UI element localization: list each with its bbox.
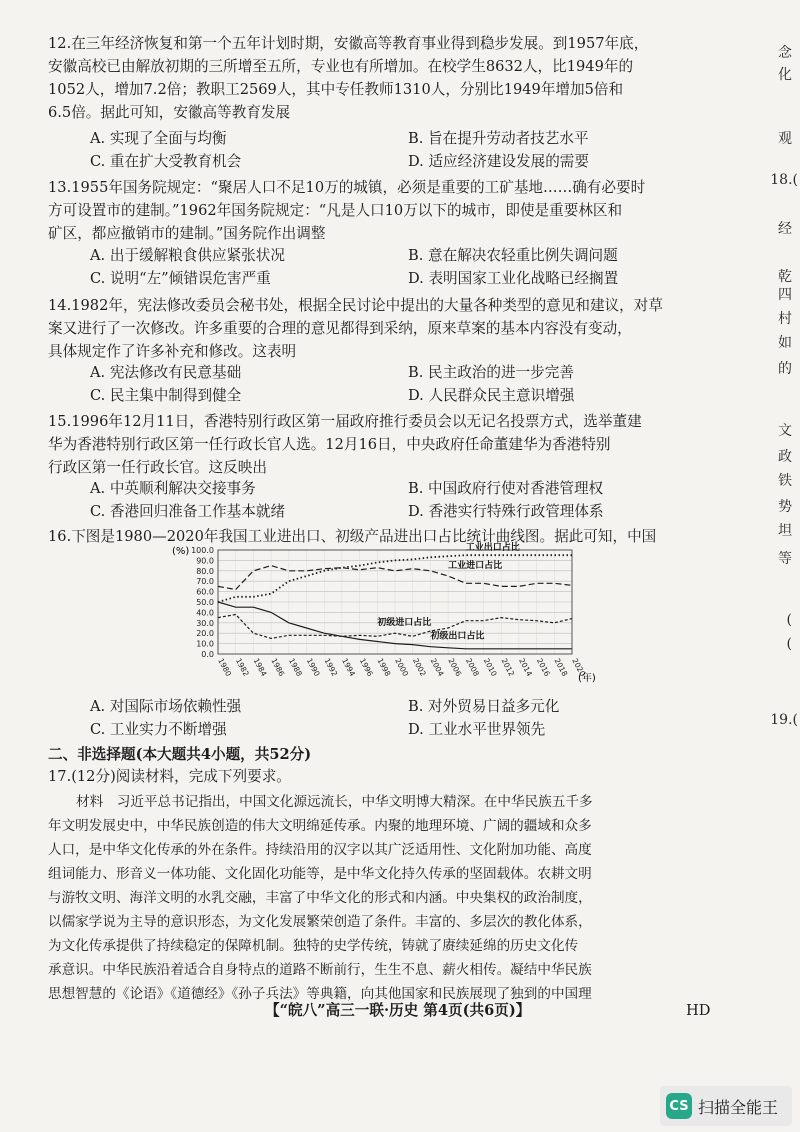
q12-option-d: D. 适应经济建设发展的需要	[408, 153, 589, 170]
material-passage	[48, 790, 754, 1006]
x-tick-label: 2004	[428, 656, 446, 678]
y-tick-label: 20.0	[196, 629, 214, 639]
q16-option-c: C. 工业实力不断增强	[90, 721, 227, 738]
trade-share-chart	[170, 542, 610, 694]
right-margin-fragment: 政	[778, 449, 792, 465]
q14-line: 14.1982年，宪法修改委员会秘书处，根据全民讨论中提出的大量各种类型的意见和建议，对草	[48, 297, 663, 314]
series-label: 初级进口占比	[377, 618, 432, 628]
x-tick-label: 2006	[446, 656, 464, 678]
q12-line: 安徽高校已由解放初期的三所增至五所，专业也有所增加。在校学生8632人，比1949年的	[48, 58, 634, 75]
q13-line: 矿区，都应撤销市的建制。”国务院作出调整	[48, 225, 326, 242]
q12-line: 12.在三年经济恢复和第一个五年计划时期，安徽高等教育事业得到稳步发展。到1957年底，	[48, 35, 649, 52]
q12-line: 6.5倍。据此可知，安徽高等教育发展	[48, 104, 291, 121]
right-margin-fragment: 念	[778, 45, 792, 61]
q15-option-a: A. 中英顺利解决交接事务	[90, 480, 256, 497]
question-14	[48, 294, 754, 363]
y-tick-label: 90.0	[196, 556, 214, 566]
q14-option-d: D. 人民群众民主意识增强	[408, 387, 575, 404]
x-ticks	[216, 657, 587, 678]
series-label: 工业出口占比	[465, 543, 520, 554]
x-tick-label: 1988	[287, 656, 304, 678]
q14-option-c: C. 民主集中制得到健全	[90, 387, 242, 404]
question-17-title: 17.(12分)阅读材料，完成下列要求。	[48, 768, 291, 785]
q14-line: 具体规定作了许多补充和修改。这表明	[48, 343, 297, 360]
x-tick-label: 1984	[251, 656, 269, 678]
right-margin-fragment: 如	[778, 335, 792, 351]
q15-line: 华为香港特别行政区第一任行政长官人选。12月16日，中央政府任命董建华为香港特别	[48, 436, 611, 453]
right-margin-fragment: 的	[778, 361, 792, 377]
q12-option-b: B. 旨在提升劳动者技艺水平	[408, 130, 589, 147]
x-tick-label: 1986	[269, 656, 287, 678]
q13-line: 方可设置市的建制。”1962年国务院规定：“凡是人口10万以下的城市，即使是重要林区和	[48, 202, 623, 219]
q15-option-b: B. 中国政府行使对香港管理权	[408, 480, 604, 497]
section-heading: 二、非选择题(本大题共4小题，共52分)	[48, 746, 312, 763]
right-margin-fragment: 铁	[778, 473, 792, 489]
x-tick-label: 1996	[357, 656, 375, 678]
q15-line: 行政区第一任行政长官。这反映出	[48, 459, 267, 476]
q12-option-c: C. 重在扩大受教育机会	[90, 153, 242, 170]
q14-option-a: A. 宪法修改有民意基础	[90, 364, 242, 381]
x-tick-label: 1994	[340, 656, 358, 678]
x-tick-label: 2000	[393, 656, 411, 678]
y-tick-label: 30.0	[196, 618, 214, 628]
x-tick-label: 2002	[410, 656, 428, 678]
q13-line: 13.1955年国务院规定：“聚居人口不足10万的城镇，必须是重要的工矿基地……确有必要时	[48, 179, 646, 196]
question-12	[48, 32, 754, 124]
y-axis-label: (%)	[172, 546, 190, 557]
right-margin-fragment: 18.(	[770, 172, 798, 188]
right-margin-fragment: 化	[778, 67, 792, 83]
q12-line: 1052人，增加7.2倍；教职工2569人，其中专任教师1310人，分别比1949年增加5倍和	[48, 81, 624, 98]
material-line: 与游牧文明、海洋文明的水乳交融，丰富了中华文化的形式和内涵。中央集权的政治制度，	[48, 890, 592, 906]
y-tick-label: 0.0	[201, 650, 214, 659]
series-label: 工业进口占比	[448, 560, 503, 571]
x-tick-label: 1990	[304, 656, 322, 678]
q14-option-b: B. 民主政治的进一步完善	[408, 364, 574, 381]
y-tick-label: 80.0	[196, 566, 214, 576]
y-tick-label: 70.0	[196, 577, 214, 587]
q13-option-c: C. 说明“左”倾错误危害严重	[90, 270, 271, 287]
q16-line: 16.下图是1980—2020年我国工业进出口、初级产品进出口占比统计曲线图。据此可知，中国	[48, 528, 657, 545]
q16-option-a: A. 对国际市场依赖性强	[90, 698, 242, 715]
right-margin-fragment: 四	[778, 287, 792, 303]
q15-option-c: C. 香港回归准备工作基本就绪	[90, 503, 286, 520]
material-line: 思想智慧的《论语》《道德经》《孙子兵法》等典籍，向其他国家和民族展现了独到的中国理	[48, 986, 592, 1002]
camscanner-label: 扫描全能王	[698, 1097, 779, 1117]
x-tick-label: 1982	[233, 656, 251, 678]
y-ticks	[191, 546, 214, 659]
right-margin-fragment: 村	[778, 311, 792, 327]
right-margin-fragment: 势	[778, 499, 792, 515]
x-tick-label: 2014	[517, 656, 535, 678]
y-tick-label: 60.0	[196, 587, 214, 597]
y-tick-label: 10.0	[196, 639, 214, 649]
material-line: 为文化传承提供了持续稳定的保障机制。独特的史学传统，铸就了赓续延绵的历史文化传	[48, 938, 579, 954]
right-margin-fragment: 等	[778, 551, 792, 567]
q13-option-b: B. 意在解决农轻重比例失调问题	[408, 247, 618, 264]
x-tick-label: 2018	[552, 656, 570, 678]
x-tick-label: 1980	[216, 656, 234, 678]
scanner-watermark	[660, 1086, 792, 1126]
q13-option-d: D. 表明国家工业化战略已经搁置	[408, 270, 619, 287]
right-margin-fragment: 坦	[778, 523, 792, 539]
q13-option-a: A. 出于缓解粮食供应紧张状况	[90, 247, 285, 264]
y-tick-label: 40.0	[196, 608, 214, 618]
x-tick-label: 2010	[481, 656, 499, 678]
page-footer-title: 【“皖八”高三一联·历史 第4页(共6页)】	[265, 1002, 531, 1019]
right-margin-fragment: 乾	[778, 269, 792, 285]
q14-line: 案又进行了一次修改。许多重要的合理的意见都得到采纳，原来草案的基本内容没有变动，	[48, 320, 632, 337]
q16-option-b: B. 对外贸易日益多元化	[408, 698, 560, 715]
material-line: 年文明发展史中，中华民族创造的伟大文明绵延传承。内聚的地理环境、广阔的疆域和众多	[48, 818, 592, 834]
camscanner-logo-icon: CS	[666, 1093, 692, 1119]
x-tick-label: 2008	[464, 656, 481, 678]
y-tick-label: 50.0	[196, 598, 214, 607]
series-label: 初级出口占比	[430, 631, 485, 642]
x-axis-unit: (年)	[578, 673, 596, 684]
page-footer-code: HD	[686, 1002, 711, 1019]
q15-line: 15.1996年12月11日，香港特别行政区第一届政府推行委员会以无记名投票方式，选举董建	[48, 413, 642, 430]
right-margin-fragment: 观	[778, 131, 792, 147]
x-tick-label: 2012	[499, 656, 517, 678]
material-line: 组词能力、形音义一体功能、文化固化功能等，是中华文化持久传承的坚固载体。农耕文明	[48, 866, 592, 882]
right-margin-fragment: 文	[778, 423, 792, 439]
x-tick-label: 2020	[570, 656, 588, 678]
y-tick-label: 100.0	[191, 546, 214, 555]
x-tick-label: 1992	[322, 656, 340, 678]
material-line: 承意识。中华民族沿着适合自身特点的道路不断前行，生生不息、薪火相传。凝结中华民族	[48, 962, 592, 978]
q16-option-d: D. 工业水平世界领先	[408, 721, 546, 738]
right-margin-fragment: (	[786, 612, 792, 628]
right-margin-fragment: 经	[778, 221, 792, 237]
material-line: 人口，是中华文化传承的外在条件。持续沿用的汉字以其广泛适用性、文化附加功能、高度	[48, 842, 592, 858]
right-margin-fragment: (	[786, 636, 792, 652]
q15-option-d: D. 香港实行特殊行政管理体系	[408, 503, 604, 520]
x-tick-label: 1998	[375, 656, 393, 678]
x-tick-label: 2016	[534, 656, 552, 678]
q12-option-a: A. 实现了全面与均衡	[90, 130, 227, 147]
material-line: 以儒家学说为主导的意识形态，为文化发展繁荣创造了条件。丰富的、多层次的教化体系，	[48, 914, 592, 930]
question-15	[48, 410, 754, 479]
right-margin-fragment: 19.(	[770, 712, 798, 728]
line-chart	[170, 542, 610, 694]
material-line: 材料 习近平总书记指出，中国文化源远流长，中华文明博大精深。在中华民族五千多	[76, 794, 593, 810]
question-13	[48, 176, 754, 245]
